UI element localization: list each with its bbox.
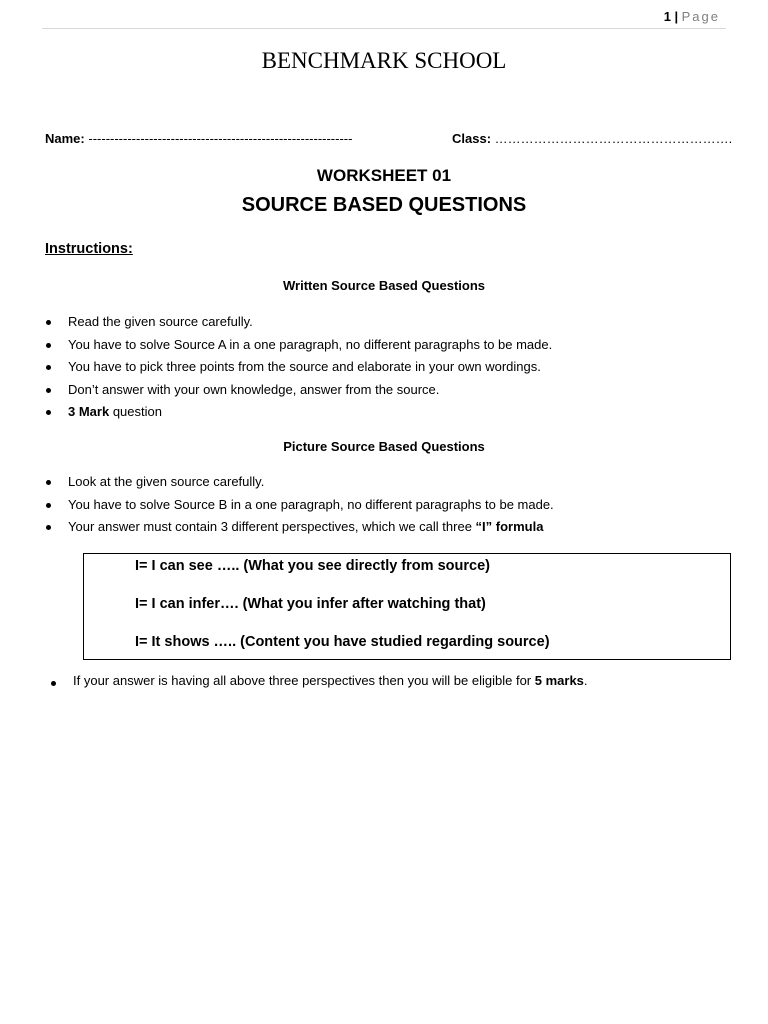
bullet-text: Look at the given source carefully. (68, 474, 265, 489)
bullet-text: You have to solve Source A in a one paragraph, no different paragraphs to be made. (68, 336, 553, 352)
page-word: Page (681, 9, 720, 24)
instructions-heading: Instructions: (45, 241, 133, 257)
bullet-text: Don’t answer with your own knowledge, answer from the source. (68, 381, 440, 397)
final-note-text (73, 673, 588, 688)
formula-name: “I” formula (475, 519, 544, 534)
bullet-text: Read the given source carefully. (68, 314, 253, 329)
picture-section-heading: Picture Source Based Questions (283, 439, 485, 454)
list-item (45, 516, 554, 539)
bullet-icon (46, 343, 51, 348)
formula-line-shows: I= It shows ….. (Content you have studied regarding source) (135, 634, 550, 650)
class-blank: ………………………………………………. (494, 131, 733, 146)
bullet-icon (46, 388, 51, 393)
picture-bullet-list (45, 471, 554, 539)
written-bullet-list (45, 311, 552, 424)
formula-line-see: I= I can see ….. (What you see directly from source) (135, 558, 490, 574)
header-divider (42, 28, 726, 29)
bullet-text: You have to pick three points from the source and elaborate in your own wordings. (68, 359, 541, 374)
school-name: BENCHMARK SCHOOL (261, 48, 507, 73)
bullet-icon (46, 480, 51, 485)
class-field (452, 131, 732, 146)
final-note-marks: 5 marks (534, 673, 584, 688)
list-item (45, 311, 552, 334)
mark-suffix: question (109, 404, 162, 419)
bullet-icon (46, 410, 51, 415)
formula-line-infer: I= I can infer…. (What you infer after watching that) (135, 596, 486, 612)
list-item (45, 379, 552, 402)
bullet-icon (46, 365, 51, 370)
bullet-icon (51, 681, 56, 686)
bullet-icon (46, 503, 51, 508)
list-item (45, 494, 554, 517)
bullet-text: Your answer must contain 3 different perspectives, which we call three (68, 519, 476, 534)
list-item (45, 401, 552, 424)
page-number-header (664, 9, 720, 24)
mark-count: 3 Mark (68, 404, 110, 419)
name-blank: ------------------------------------------------------------- (88, 131, 353, 146)
name-field (45, 131, 352, 146)
bullet-icon (46, 525, 51, 530)
name-label: Name: (45, 131, 85, 146)
page-number: 1 (663, 9, 672, 24)
worksheet-title: WORKSHEET 01 (316, 166, 452, 185)
list-item (45, 471, 554, 494)
list-item (45, 356, 552, 379)
written-section-heading: Written Source Based Questions (282, 278, 486, 293)
class-label: Class: (452, 131, 492, 146)
page-separator: | (674, 9, 679, 24)
final-note-end: . (583, 673, 588, 688)
bullet-icon (46, 320, 51, 325)
formula-box (83, 553, 731, 660)
worksheet-subtitle: SOURCE BASED QUESTIONS (241, 194, 527, 216)
bullet-text: You have to solve Source B in a one paragraph, no different paragraphs to be made. (68, 496, 554, 512)
list-item (45, 334, 552, 357)
final-note-body: If your answer is having all above three perspectives then you will be eligible for (73, 673, 535, 688)
